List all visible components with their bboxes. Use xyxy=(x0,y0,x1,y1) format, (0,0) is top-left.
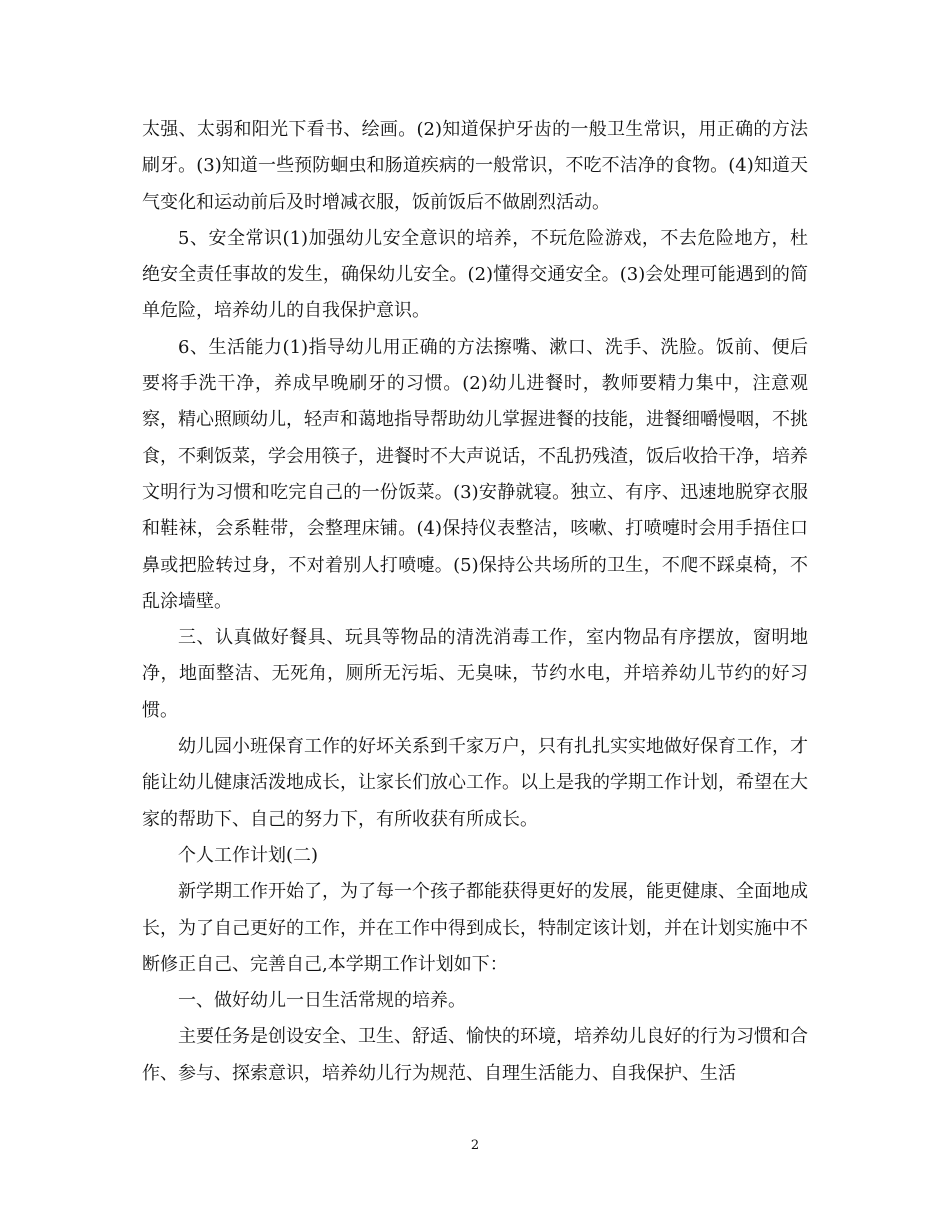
paragraph-intro: 新学期工作开始了，为了每一个孩子都能获得更好的发展，能更健康、全面地成长，为了自己更好的工作，并在工作中得到成长，特制定该计划，并在计划实施中不断修正自己、完善自己,本学期工作计划如下： xyxy=(142,881,808,975)
paragraph-main-tasks: 主要任务是创设安全、卫生、舒适、愉快的环境，培养幼儿良好的行为习惯和合作、参与、探索意识，培养幼儿行为规范、自理生活能力、自我保护、生活 xyxy=(142,1026,808,1084)
paragraph-safety-knowledge: 5、安全常识(1)加强幼儿安全意识的培养，不玩危险游戏，不去危险地方，杜绝安全责任事故的发生，确保幼儿安全。(2)懂得交通安全。(3)会处理可能遇到的简单危险，培养幼儿的自我保护意识。 xyxy=(142,227,808,322)
paragraph-summary: 幼儿园小班保育工作的好坏关系到千家万户，只有扎扎实实地做好保育工作，才能让幼儿健康活泼地成长，让家长们放心工作。以上是我的学期工作计划，希望在大家的帮助下、自己的努力下，有所收获有所成长。 xyxy=(142,736,808,830)
paragraph-life-skills: 6、生活能力(1)指导幼儿用正确的方法擦嘴、漱口、洗手、洗脸。饭前、便后要将手洗干净，养成早晚刷牙的习惯。(2)幼儿进餐时，教师要精力集中，注意观察，精心照顾幼儿，轻声和蔼地指导帮助幼儿掌握进餐的技能，进餐细嚼慢咽，不挑食，不剩饭菜，学会用筷子，进餐时不大声说话，不乱扔残渣，饭后收拾干净，培养文明行为习惯和吃完自己的一份饭菜。(3)安静就寝。独立、有序、迅速地脱穿衣服和鞋袜，会系鞋带，会整理床铺。(4)保持仪表整洁，咳嗽、打喷嚏时会用手捂住口鼻或把脸转过身，不对着别人打喷嚏。(5)保持公共场所的卫生，不爬不踩桌椅，不乱涂墙壁。 xyxy=(142,336,808,612)
paragraph-item-one: 一、做好幼儿一日生活常规的培养。 xyxy=(178,990,466,1012)
paragraph-continuation: 太强、太弱和阳光下看书、绘画。(2)知道保护牙齿的一般卫生常识，用正确的方法刷牙。(3)知道一些预防蛔虫和肠道疾病的一般常识，不吃不洁净的食物。(4)知道天气变化和运动前后及时增减衣服，饭前饭后不做剧烈活动。 xyxy=(142,119,808,213)
document-body xyxy=(142,112,808,1092)
paragraph-disinfection: 三、认真做好餐具、玩具等物品的清洗消毒工作，室内物品有序摆放，窗明地净，地面整洁、无死角，厕所无污垢、无臭味，节约水电，并培养幼儿节约的好习惯。 xyxy=(142,627,808,721)
page-number: 2 xyxy=(470,1138,480,1153)
section-heading: 个人工作计划(二) xyxy=(178,844,319,866)
